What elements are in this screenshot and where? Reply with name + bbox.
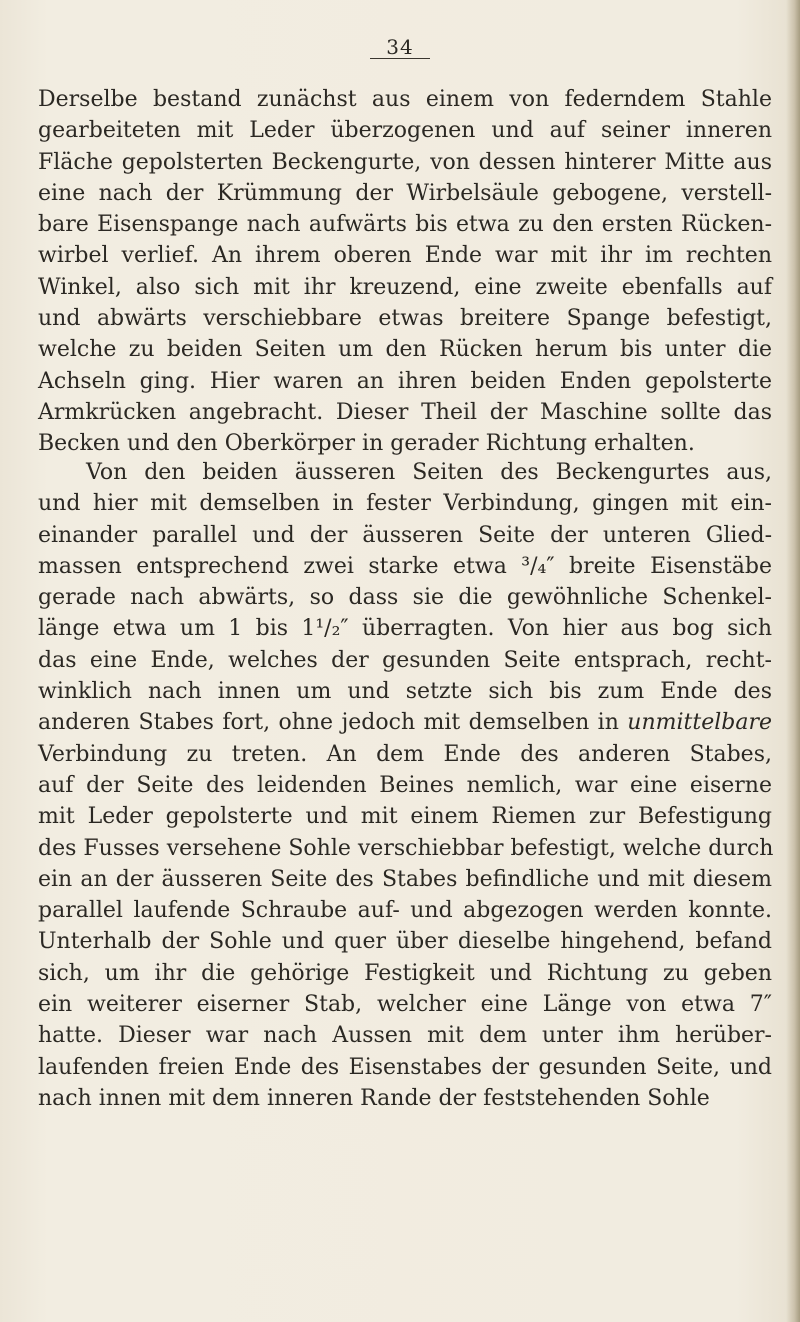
text-line: Becken und den Oberkörper in gerader Richtung erhalten.	[38, 431, 695, 457]
text-line: des Fusses versehene Sohle verschiebbar befestigt, welche durch	[38, 835, 774, 861]
text-line: parallel laufende Schraube auf- und abgezogen werden konnte.	[38, 898, 772, 924]
text-line: gearbeiteten mit Leder überzogenen und auf seiner inneren	[38, 118, 772, 144]
text-line: mit Leder gepolsterte und mit einem Riemen zur Befestigung	[38, 804, 772, 830]
text-line: wirbel verlief. An ihrem oberen Ende war mit ihr im rechten	[38, 243, 772, 269]
text-line: und hier mit demselben in fester Verbindung, gingen mit ein-	[38, 491, 772, 517]
text-line: laufenden freien Ende des Eisenstabes der gesunden Seite, und	[38, 1054, 772, 1080]
page-edge-shadow	[786, 0, 800, 1322]
text-line: ein an der äusseren Seite des Stabes befindliche und mit diesem	[38, 866, 772, 892]
page-number: 34	[370, 36, 430, 59]
text-line: Unterhalb der Sohle und quer über dieselbe hingehend, befand	[38, 929, 772, 955]
text-segment: anderen Stabes fort, ohne jedoch mit demselben in	[38, 710, 619, 736]
text-line-with-italic	[38, 707, 772, 738]
text-line: das eine Ende, welches der gesunden Seite entsprach, recht-	[38, 647, 772, 673]
text-line: einander parallel und der äusseren Seite der unteren Glied-	[38, 522, 772, 548]
text-line: Verbindung zu treten. An dem Ende des anderen Stabes,	[38, 741, 772, 767]
text-line: sich, um ihr die gehörige Festigkeit und Richtung zu geben	[38, 960, 772, 986]
text-line: nach innen mit dem inneren Rande der feststehenden Sohle	[38, 1085, 710, 1111]
text-line: gerade nach abwärts, so dass sie die gewöhnliche Schenkel-	[38, 585, 772, 611]
text-line: winklich nach innen um und setzte sich bis zum Ende des	[38, 679, 772, 705]
text-line: ein weiterer eiserner Stab, welcher eine Länge von etwa 7″	[38, 992, 772, 1018]
text-line: Armkrücken angebracht. Dieser Theil der Maschine sollte das	[38, 399, 772, 425]
text-line: eine nach der Krümmung der Wirbelsäule gebogene, verstell-	[38, 180, 772, 206]
text-line: massen entsprechend zwei starke etwa ³/₄″ breite Eisenstäbe	[38, 553, 772, 579]
text-line: welche zu beiden Seiten um den Rücken herum bis unter die	[38, 337, 772, 363]
text-line: Fläche gepolsterten Beckengurte, von dessen hinterer Mitte aus	[38, 149, 772, 175]
text-line: Derselbe bestand zunächst aus einem von federndem Stahle	[38, 87, 772, 112]
text-line: Achseln ging. Hier waren an ihren beiden Enden gepolsterte	[38, 368, 772, 394]
text-line: länge etwa um 1 bis 1¹/₂″ überragten. Von hier aus bog sich	[38, 616, 772, 642]
text-line: und abwärts verschiebbare etwas breitere Spange befestigt,	[38, 306, 772, 332]
text-line: auf der Seite des leidenden Beines nemlich, war eine eiserne	[38, 772, 772, 798]
text-line: bare Eisenspange nach aufwärts bis etwa zu den ersten Rücken-	[38, 212, 772, 238]
text-line: Winkel, also sich mit ihr kreuzend, eine zweite ebenfalls auf	[38, 274, 772, 300]
italic-phrase: unmittelbare	[627, 710, 772, 736]
paragraph-2	[38, 457, 772, 1114]
text-line: Von den beiden äusseren Seiten des Beckengurtes aus,	[86, 460, 772, 485]
paragraph-1	[38, 84, 772, 460]
text-line: hatte. Dieser war nach Aussen mit dem unter ihm herüber-	[38, 1023, 772, 1049]
